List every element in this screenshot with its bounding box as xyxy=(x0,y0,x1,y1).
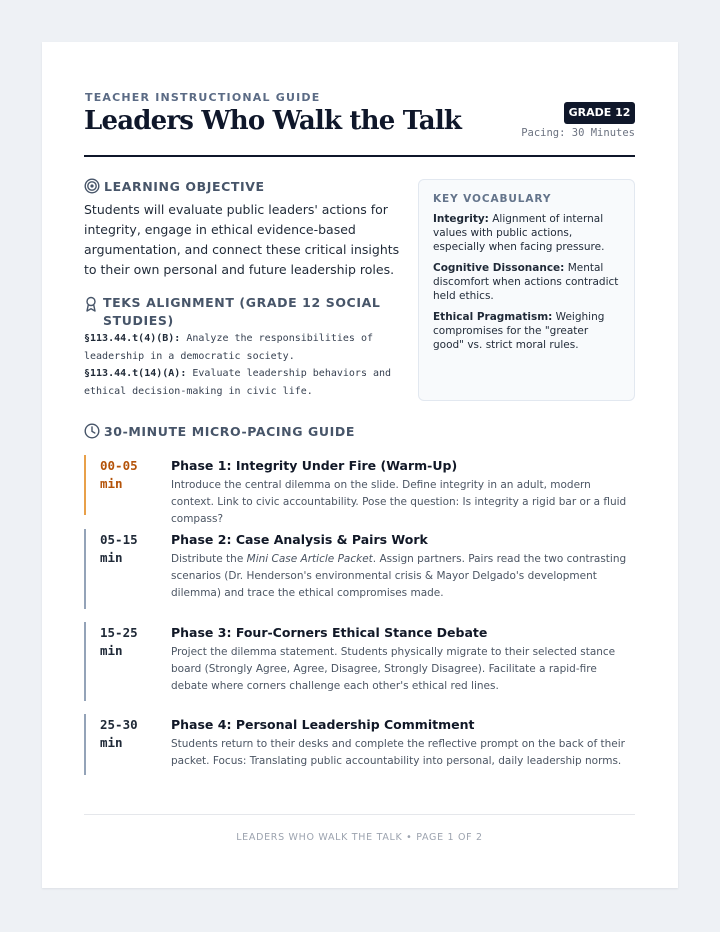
phase-time-range: 15-25 xyxy=(100,625,138,640)
page-title: Leaders Who Walk the Talk xyxy=(84,106,462,136)
vocabulary-term: Cognitive Dissonance: xyxy=(433,262,565,274)
phase-accent-bar xyxy=(84,622,86,701)
vocabulary-item xyxy=(433,261,620,303)
vocabulary-term: Ethical Pragmatism: xyxy=(433,311,553,323)
phase-description-emphasis: Mini Case Article Packet xyxy=(246,553,373,565)
phase-time-unit: min xyxy=(100,735,123,750)
teks-heading-label: TEKS ALIGNMENT (GRADE 12 SOCIAL STUDIES) xyxy=(103,295,381,328)
teks-item xyxy=(84,330,402,365)
phase-item-4 xyxy=(84,714,635,775)
phase-time-range: 25-30 xyxy=(100,717,138,732)
target-icon xyxy=(84,178,100,194)
phase-time-range: 00-05 xyxy=(100,458,138,473)
vocabulary-definition: Mental discomfort when actions contradict held ethics. xyxy=(433,262,619,302)
vocabulary-definition: Alignment of internal values with public actions, especially when facing pressure. xyxy=(433,213,605,253)
teks-heading xyxy=(84,294,384,330)
phase-time xyxy=(100,716,156,752)
teks-code: §113.44.t(14)(A): xyxy=(84,368,187,379)
phase-time xyxy=(100,457,156,493)
phase-description-end: . Assign partners. Pairs read the two contrasting scenarios (Dr. Henderson's environmental crisis & Mayor Delgado's development dilemma) and trace the ethical compromises made. xyxy=(171,553,627,599)
objective-text: Students will evaluate public leaders' actions for integrity, engage in ethical evidence-based argumentation, and connect these critical insights to their own personal and future leadership roles. xyxy=(84,202,400,277)
vocabulary-item xyxy=(433,310,620,352)
grade-badge: GRADE 12 xyxy=(564,102,635,124)
phase-description xyxy=(171,551,635,602)
phase-description: Project the dilemma statement. Students physically migrate to their selected stance board (Strongly Agree, Agree, Disagree, Strongly Disagree). Facilitate a rapid-fire debate where corners challenge each other's ethical red lines. xyxy=(171,646,616,692)
phase-title: Phase 4: Personal Leadership Commitment xyxy=(171,717,475,732)
phase-title: Phase 3: Four-Corners Ethical Stance Debate xyxy=(171,625,488,640)
phase-description: Introduce the central dilemma on the slide. Define integrity in an adult, modern context. Link to civic accountability. Pose the question: Is integrity a rigid bar or a fluid compass? xyxy=(171,479,627,525)
vocabulary-title: KEY VOCABULARY xyxy=(433,193,552,205)
phase-title: Phase 1: Integrity Under Fire (Warm-Up) xyxy=(171,458,458,473)
phase-time-unit: min xyxy=(100,476,123,491)
clock-icon xyxy=(84,423,100,439)
phase-accent-bar xyxy=(84,714,86,775)
phase-title: Phase 2: Case Analysis & Pairs Work xyxy=(171,532,428,547)
award-icon xyxy=(84,296,98,312)
phase-item-1 xyxy=(84,455,635,525)
phase-description: Students return to their desks and complete the reflective prompt on the back of their packet. Focus: Translating public accountability into personal, daily leadership norms. xyxy=(171,738,625,767)
teks-description: Evaluate leadership behaviors and ethical decision-making in civic life. xyxy=(84,368,392,397)
teks-item xyxy=(84,365,402,400)
vocabulary-definition: Weighing compromises for the "greater good" vs. strict moral rules. xyxy=(433,311,605,351)
phase-time-unit: min xyxy=(100,550,123,565)
title-divider xyxy=(84,155,635,157)
phase-time-unit: min xyxy=(100,643,123,658)
guide-page xyxy=(42,42,678,888)
teks-description: Analyze the responsibilities of leadership in a democratic society. xyxy=(84,333,373,362)
phase-accent-bar xyxy=(84,455,86,515)
pacing-guide-heading xyxy=(84,423,355,439)
phase-time xyxy=(100,624,156,660)
objective-heading xyxy=(84,178,265,194)
phase-accent-bar xyxy=(84,529,86,609)
objective-heading-label: LEARNING OBJECTIVE xyxy=(104,178,265,194)
teks-code: §113.44.t(4)(B): xyxy=(84,333,181,344)
phase-time-range: 05-15 xyxy=(100,532,138,547)
vocabulary-item xyxy=(433,212,620,254)
phase-item-3 xyxy=(84,622,635,701)
phase-time xyxy=(100,531,156,567)
vocabulary-box xyxy=(418,179,635,401)
phase-item-2 xyxy=(84,529,635,609)
teks-list xyxy=(84,330,402,400)
vocabulary-term: Integrity: xyxy=(433,213,489,225)
footer-divider xyxy=(84,814,635,815)
document-eyebrow: TEACHER INSTRUCTIONAL GUIDE xyxy=(85,91,321,104)
phase-description-start: Distribute the xyxy=(171,553,247,565)
pacing-label: Pacing: 30 Minutes xyxy=(521,127,635,139)
page-footer: LEADERS WHO WALK THE TALK • PAGE 1 OF 2 xyxy=(236,832,483,843)
pacing-guide-heading-label: 30-MINUTE MICRO-PACING GUIDE xyxy=(104,423,355,439)
